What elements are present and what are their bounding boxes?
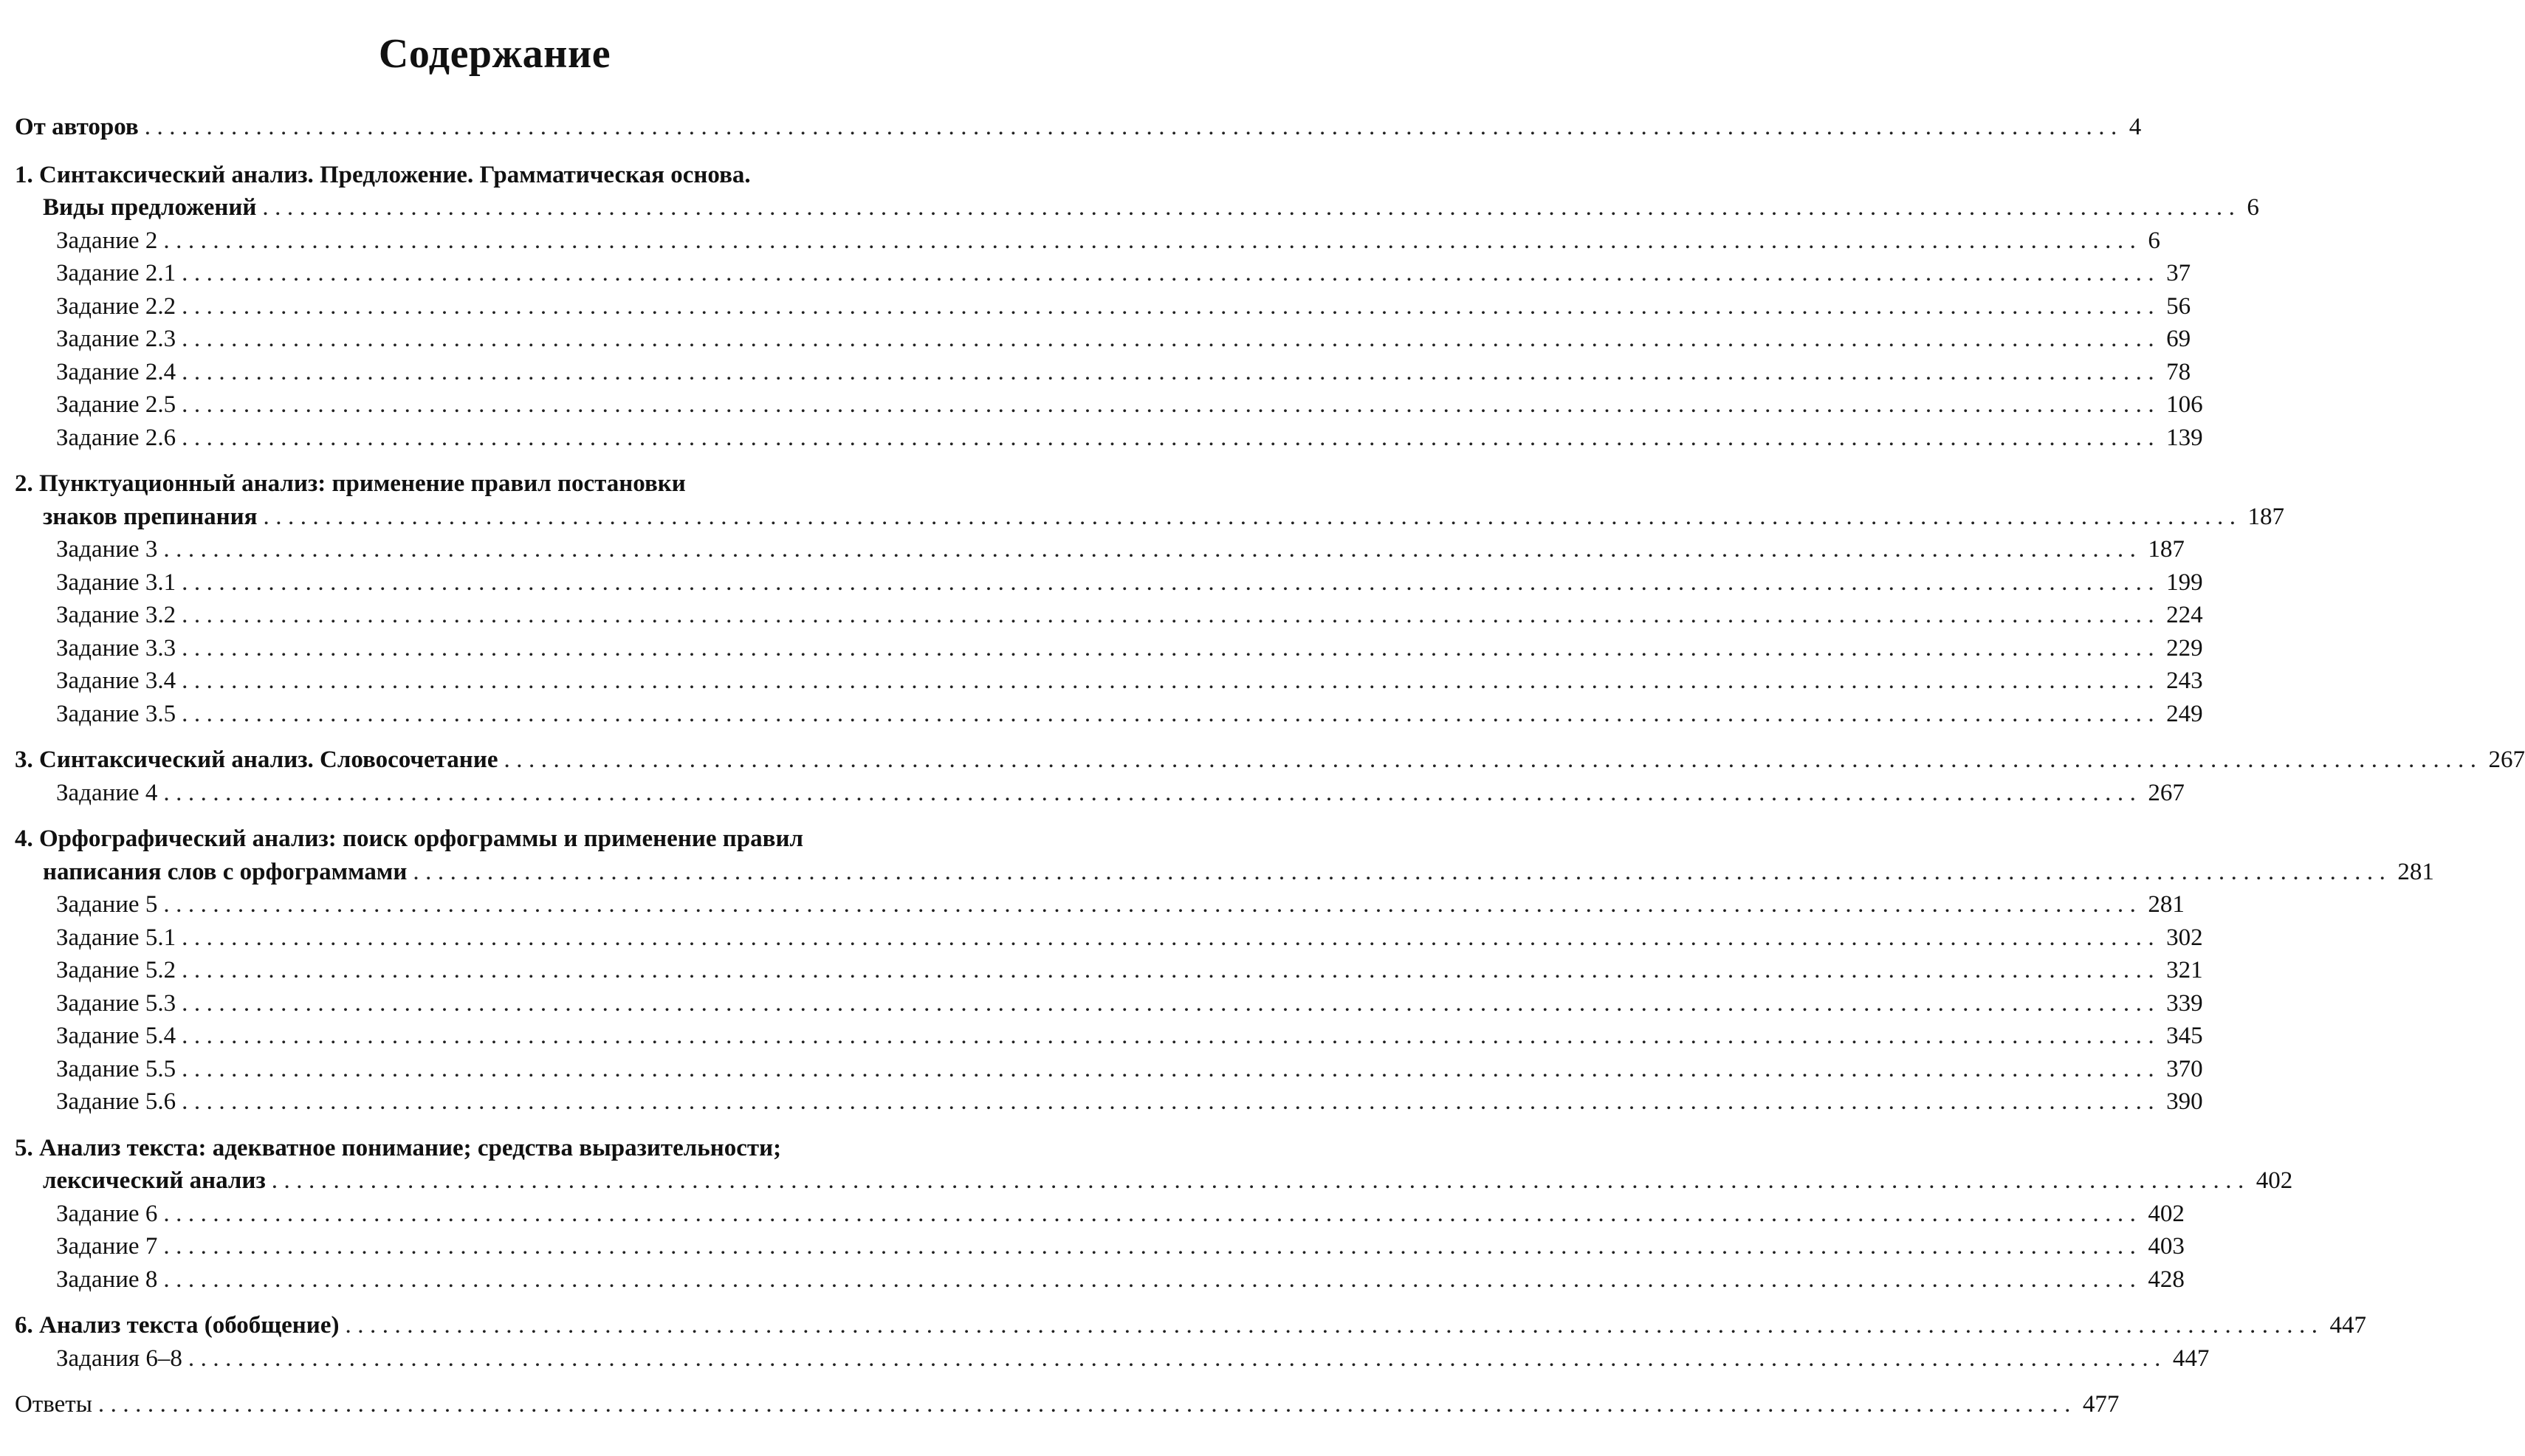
page-title: Содержание xyxy=(378,30,611,77)
toc-item[interactable] xyxy=(15,1342,2210,1376)
toc-item-label: Задание 3.5 xyxy=(56,700,176,727)
toc-item[interactable] xyxy=(15,224,2160,258)
dot-leader: ................................................................................................................................................................ xyxy=(188,1345,2167,1372)
toc-item[interactable] xyxy=(15,257,2191,290)
toc-item-label: Задание 5.4 xyxy=(56,1023,176,1049)
toc-item[interactable] xyxy=(15,290,2191,323)
toc-item[interactable] xyxy=(15,632,2203,665)
toc-item-label: Задание 7 xyxy=(56,1233,158,1260)
toc-section-3 xyxy=(15,744,2525,809)
dot-leader: ................................................................................................................................................................ xyxy=(182,667,2161,694)
toc-item-page: 447 xyxy=(2172,1345,2210,1372)
toc-item[interactable] xyxy=(15,422,2203,455)
toc-entry-label: знаков препинания xyxy=(43,503,258,530)
dot-leader: ................................................................................................................................................................ xyxy=(182,1088,2161,1115)
toc-item-label: Задание 3.4 xyxy=(56,667,176,694)
toc-item[interactable] xyxy=(15,954,2203,987)
toc-entry-page: 4 xyxy=(2129,114,2142,140)
toc-item-page: 139 xyxy=(2166,424,2203,451)
dot-leader: ................................................................................................................................................................ xyxy=(163,536,2143,563)
section-heading-line[interactable]: 4. Орфографический анализ: поиск орфограммы и применение правил xyxy=(15,825,803,852)
toc-item-page: 390 xyxy=(2166,1088,2203,1115)
toc-item-label: Задание 5.1 xyxy=(56,924,176,951)
toc-item[interactable] xyxy=(15,921,2203,955)
toc-item-label: Задание 3.1 xyxy=(56,569,176,596)
toc-item[interactable] xyxy=(15,1020,2203,1053)
toc-item-page: 78 xyxy=(2166,358,2191,385)
toc-item-label: Задание 6 xyxy=(56,1200,158,1227)
toc-item-page: 224 xyxy=(2166,602,2203,628)
toc-item-page: 339 xyxy=(2166,989,2203,1017)
toc-item-page: 229 xyxy=(2166,634,2203,662)
dot-leader: ................................................................................................................................................................ xyxy=(182,424,2161,451)
dot-leader: ................................................................................................................................................................ xyxy=(182,602,2161,628)
toc-item-page: 402 xyxy=(2148,1200,2185,1227)
toc-item-label: Задание 2.6 xyxy=(56,424,176,451)
toc-section-6 xyxy=(15,1309,2366,1375)
toc-item-label: Задание 2 xyxy=(56,227,158,254)
toc-entry-label: лексический анализ xyxy=(43,1167,266,1194)
dot-leader: ................................................................................................................................................................ xyxy=(413,858,2392,885)
toc-section-2 xyxy=(15,467,2285,730)
toc-entry-page: 187 xyxy=(2247,503,2285,530)
toc-item-label: Задание 5.5 xyxy=(56,1055,176,1082)
toc-entry-label: От авторов xyxy=(15,114,139,140)
table-of-contents xyxy=(15,111,2525,1421)
toc-item-page: 428 xyxy=(2148,1266,2185,1293)
toc-section-1 xyxy=(15,159,2259,455)
toc-item-page: 199 xyxy=(2166,569,2203,596)
section-heading-end[interactable] xyxy=(15,501,2285,534)
dot-leader: ................................................................................................................................................................ xyxy=(271,1167,2250,1194)
toc-item-label: Задание 2.2 xyxy=(56,292,176,320)
dot-leader: ................................................................................................................................................................ xyxy=(345,1312,2324,1339)
toc-item-label: Задание 3.3 xyxy=(56,634,176,662)
toc-item[interactable] xyxy=(15,777,2185,810)
section-heading-line[interactable]: 2. Пунктуационный анализ: применение правил постановки xyxy=(15,470,686,497)
toc-item-label: Задание 3.2 xyxy=(56,602,176,628)
toc-item-page: 345 xyxy=(2166,1023,2203,1049)
dot-leader: ................................................................................................................................................................ xyxy=(182,1055,2161,1082)
toc-item[interactable] xyxy=(15,388,2203,422)
toc-item-page: 302 xyxy=(2166,924,2203,951)
dot-leader: ................................................................................................................................................................ xyxy=(182,358,2161,385)
toc-entry-label: написания слов с орфограммами xyxy=(43,858,408,885)
toc-item-page: 249 xyxy=(2166,700,2203,727)
toc-entry-label: 6. Анализ текста (обобщение) xyxy=(15,1312,340,1339)
dot-leader: ................................................................................................................................................................ xyxy=(163,779,2143,806)
toc-entry-from-authors[interactable] xyxy=(15,111,2142,144)
dot-leader: ................................................................................................................................................................ xyxy=(182,391,2161,418)
toc-item-label: Задание 2.1 xyxy=(56,260,176,286)
toc-section-4 xyxy=(15,823,2434,1119)
dot-leader: ................................................................................................................................................................ xyxy=(263,503,2242,530)
toc-item-label: Задание 2.5 xyxy=(56,391,176,418)
toc-item-label: Задания 6–8 xyxy=(56,1345,182,1372)
dot-leader: ................................................................................................................................................................ xyxy=(163,1266,2143,1293)
dot-leader: ................................................................................................................................................................ xyxy=(182,292,2161,320)
toc-item[interactable] xyxy=(15,698,2203,731)
toc-item-label: Задание 5.6 xyxy=(56,1088,176,1115)
toc-item-label: Задание 8 xyxy=(56,1266,158,1293)
toc-item-page: 281 xyxy=(2148,891,2185,918)
section-heading-end[interactable] xyxy=(15,1164,2293,1198)
toc-entry-answers[interactable] xyxy=(15,1388,2120,1421)
dot-leader: ................................................................................................................................................................ xyxy=(182,569,2161,596)
toc-item-page: 37 xyxy=(2166,260,2191,286)
toc-item-page: 187 xyxy=(2148,536,2185,563)
toc-item-label: Задание 2.4 xyxy=(56,358,176,385)
toc-item-page: 69 xyxy=(2166,326,2191,352)
toc-item-label: Задание 3 xyxy=(56,536,158,563)
dot-leader: ................................................................................................................................................................ xyxy=(163,891,2143,918)
section-heading-line[interactable]: 5. Анализ текста: адекватное понимание; средства выразительности; xyxy=(15,1134,782,1161)
toc-entry-label: Виды предложений xyxy=(43,194,257,221)
dot-leader: ................................................................................................................................................................ xyxy=(182,260,2161,286)
dot-leader: ................................................................................................................................................................ xyxy=(182,957,2161,983)
toc-item[interactable] xyxy=(15,888,2185,921)
dot-leader: ................................................................................................................................................................ xyxy=(504,746,2483,773)
toc-item-page: 321 xyxy=(2166,957,2203,983)
section-heading-end[interactable] xyxy=(15,856,2434,889)
section-heading-line[interactable]: 1. Синтаксический анализ. Предложение. Грамматическая основа. xyxy=(15,161,751,188)
dot-leader: ................................................................................................................................................................ xyxy=(163,1233,2143,1260)
toc-item-label: Задание 5 xyxy=(56,891,158,918)
toc-item-page: 403 xyxy=(2148,1233,2185,1260)
toc-entry-page: 6 xyxy=(2247,194,2259,221)
toc-item[interactable] xyxy=(15,1230,2185,1263)
dot-leader: ................................................................................................................................................................ xyxy=(163,227,2143,254)
toc-entry-label: Ответы xyxy=(15,1391,92,1418)
toc-section-5 xyxy=(15,1132,2293,1297)
dot-leader: ................................................................................................................................................................ xyxy=(182,924,2161,951)
toc-item[interactable] xyxy=(15,1053,2203,1086)
dot-leader: ................................................................................................................................................................ xyxy=(182,989,2161,1017)
toc-item[interactable] xyxy=(15,665,2203,698)
section-heading-end[interactable] xyxy=(15,744,2525,777)
toc-item-label: Задание 5.2 xyxy=(56,957,176,983)
toc-item-page: 370 xyxy=(2166,1055,2203,1082)
toc-item[interactable] xyxy=(15,599,2203,632)
toc-item-page: 267 xyxy=(2148,779,2185,806)
toc-item[interactable] xyxy=(15,566,2203,600)
section-heading-end[interactable] xyxy=(15,1309,2366,1342)
toc-item[interactable] xyxy=(15,356,2191,389)
dot-leader: ................................................................................................................................................................ xyxy=(97,1391,2077,1418)
toc-item-page: 243 xyxy=(2166,667,2203,694)
toc-item-label: Задание 5.3 xyxy=(56,989,176,1017)
toc-item-page: 56 xyxy=(2166,292,2191,320)
toc-entry-page: 477 xyxy=(2082,1391,2120,1418)
toc-entry-page: 267 xyxy=(2488,746,2525,773)
toc-item-page: 6 xyxy=(2148,227,2160,254)
toc-entry-page: 447 xyxy=(2329,1312,2366,1339)
toc-item[interactable] xyxy=(15,1085,2203,1119)
toc-item[interactable] xyxy=(15,1263,2185,1297)
dot-leader: ................................................................................................................................................................ xyxy=(262,194,2241,221)
section-heading-end[interactable] xyxy=(15,191,2259,224)
toc-item[interactable] xyxy=(15,533,2185,566)
dot-leader: ................................................................................................................................................................ xyxy=(182,1023,2161,1049)
toc-item[interactable] xyxy=(15,323,2191,356)
toc-entry-page: 281 xyxy=(2397,858,2434,885)
dot-leader: ................................................................................................................................................................ xyxy=(163,1200,2143,1227)
toc-item-label: Задание 4 xyxy=(56,779,158,806)
toc-item-label: Задание 2.3 xyxy=(56,326,176,352)
dot-leader: ................................................................................................................................................................ xyxy=(144,114,2123,140)
dot-leader: ................................................................................................................................................................ xyxy=(182,634,2161,662)
dot-leader: ................................................................................................................................................................ xyxy=(182,326,2161,352)
toc-entry-label: 3. Синтаксический анализ. Словосочетание xyxy=(15,746,498,773)
dot-leader: ................................................................................................................................................................ xyxy=(182,700,2161,727)
toc-item[interactable] xyxy=(15,987,2203,1020)
toc-entry-page: 402 xyxy=(2256,1167,2293,1194)
toc-item[interactable] xyxy=(15,1198,2185,1231)
toc-item-page: 106 xyxy=(2166,391,2203,418)
